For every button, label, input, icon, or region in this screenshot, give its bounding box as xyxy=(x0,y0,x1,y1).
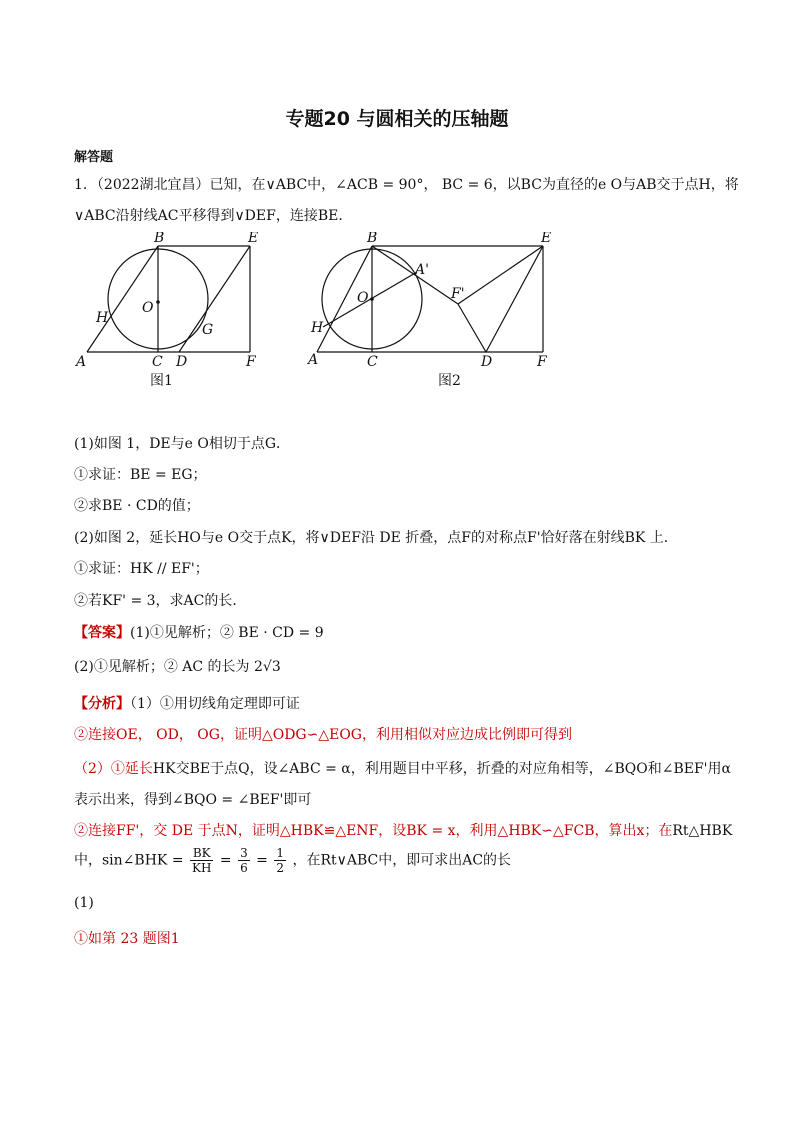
answer-label: 【答案】 xyxy=(74,625,130,641)
page-title: 专题20 与圆相关的压轴题 xyxy=(285,108,509,130)
solution-part-label: (1) xyxy=(74,895,94,911)
label-D: D xyxy=(176,354,188,370)
analysis-line-6 xyxy=(74,846,511,875)
analysis-text-3a: （2）①延长 xyxy=(74,761,153,777)
label-D: D xyxy=(481,354,493,370)
part-1-statement: (1)如图 1，DE与e O相切于点G． xyxy=(74,436,291,452)
analysis-line-2 xyxy=(74,724,572,744)
analysis-text-2: ②连接OE， OD， OG，证明△ODG∽△EOG，利用相似对应边成比例即可得到 xyxy=(74,727,572,743)
line-AB xyxy=(87,246,158,352)
label-A: A xyxy=(308,352,319,368)
equals-sign: = xyxy=(219,852,232,869)
question-line-1: 1．（2022湖北宜昌）已知，在∨ABC中，∠ACB = 90°， BC = 6，以BC为直径的e O与AB交于点H，将 xyxy=(74,177,739,193)
label-E: E xyxy=(541,232,552,246)
label-C: C xyxy=(367,354,378,370)
part-2-statement: (2)如图 2，延长HO与e O交于点K，将∨DEF沿 DE 折叠，点F的对称点F'恰好落在射线BK 上． xyxy=(74,530,678,546)
center-point-O xyxy=(370,297,374,301)
fraction-1-2 xyxy=(274,846,286,875)
part-2a: ①求证：HK // EF'； xyxy=(74,561,209,577)
fraction-bk-kh xyxy=(190,846,213,875)
analysis-text-3b: HK交BE于点Q，设∠ABC = α，利用题目中平移，折叠的对应角相等，∠BQO和∠BEF'用α xyxy=(152,761,731,777)
label-B: B xyxy=(367,232,378,246)
analysis-text-5a: ②连接FF'，交 DE 于点N，证明△HBK≌△ENF，设BK = x，利用△HBK∽△FCB，算出 xyxy=(74,823,637,839)
analysis-line-5 xyxy=(74,820,732,840)
label-C: C xyxy=(152,354,163,370)
equals-sign: = xyxy=(256,852,268,869)
label-F: F xyxy=(537,354,547,370)
section-heading: 解答题 xyxy=(74,150,114,165)
fraction-numerator: BK xyxy=(190,846,213,861)
answer-line-1 xyxy=(74,622,324,642)
analysis-text-6a: 中，sin∠BHK = xyxy=(74,852,184,869)
center-point-O xyxy=(156,300,160,304)
label-A-prime: A' xyxy=(415,262,429,278)
analysis-text-5b: x；在 xyxy=(636,823,673,839)
answer-line-2: (2)①见解析；② AC 的长为 2√3 xyxy=(74,659,281,675)
analysis-text-5c: Rt△HBK xyxy=(672,823,733,839)
label-O: O xyxy=(142,300,154,316)
fraction-numerator: 1 xyxy=(276,846,284,860)
line-DF-prime xyxy=(458,304,486,352)
analysis-text-1: （1）①用切线角定理即可证 xyxy=(130,696,300,712)
label-E: E xyxy=(248,232,259,246)
line-EF-prime xyxy=(458,246,543,304)
analysis-line-4: 表示出来，得到∠BQO = ∠BEF'即可 xyxy=(74,792,312,808)
fraction-3-6 xyxy=(238,846,250,875)
answer-text-1: (1)①见解析；② BE · CD = 9 xyxy=(130,625,324,641)
label-F: F xyxy=(246,354,256,370)
fraction-denominator: 2 xyxy=(276,861,284,875)
fraction-denominator: KH xyxy=(192,861,212,875)
analysis-text-6b: ，在Rt∨ABC中，即可求出AC的长 xyxy=(292,852,512,869)
line-DE xyxy=(179,246,250,352)
figure-1-caption: 图1 xyxy=(150,373,173,389)
line-HK xyxy=(323,272,417,327)
fraction-numerator: 3 xyxy=(240,846,248,860)
fraction-denominator: 6 xyxy=(240,861,248,875)
part-1a: ①求证：BE = EG； xyxy=(74,467,207,483)
line-DE xyxy=(486,246,543,352)
figure-2-caption: 图2 xyxy=(438,373,461,389)
label-B: B xyxy=(154,232,165,246)
question-line-2: ∨ABC沿射线AC平移得到∨DEF，连接BE． xyxy=(74,208,353,224)
label-G: G xyxy=(202,322,214,338)
figure-1 xyxy=(72,232,292,402)
analysis-line-3 xyxy=(74,758,731,778)
label-H: H xyxy=(96,310,109,326)
analysis-line-1 xyxy=(74,693,300,713)
label-O: O xyxy=(357,290,369,306)
solution-line-1: ①如第 23 题图1 xyxy=(74,931,180,947)
label-F-prime: F' xyxy=(451,286,465,302)
part-1b: ②求BE · CD的值； xyxy=(74,498,200,514)
figure-2 xyxy=(305,232,565,402)
analysis-label: 【分析】 xyxy=(74,696,130,712)
label-H: H xyxy=(311,320,324,336)
part-2b: ②若KF' = 3，求AC的长． xyxy=(74,593,247,609)
label-A: A xyxy=(76,354,87,370)
